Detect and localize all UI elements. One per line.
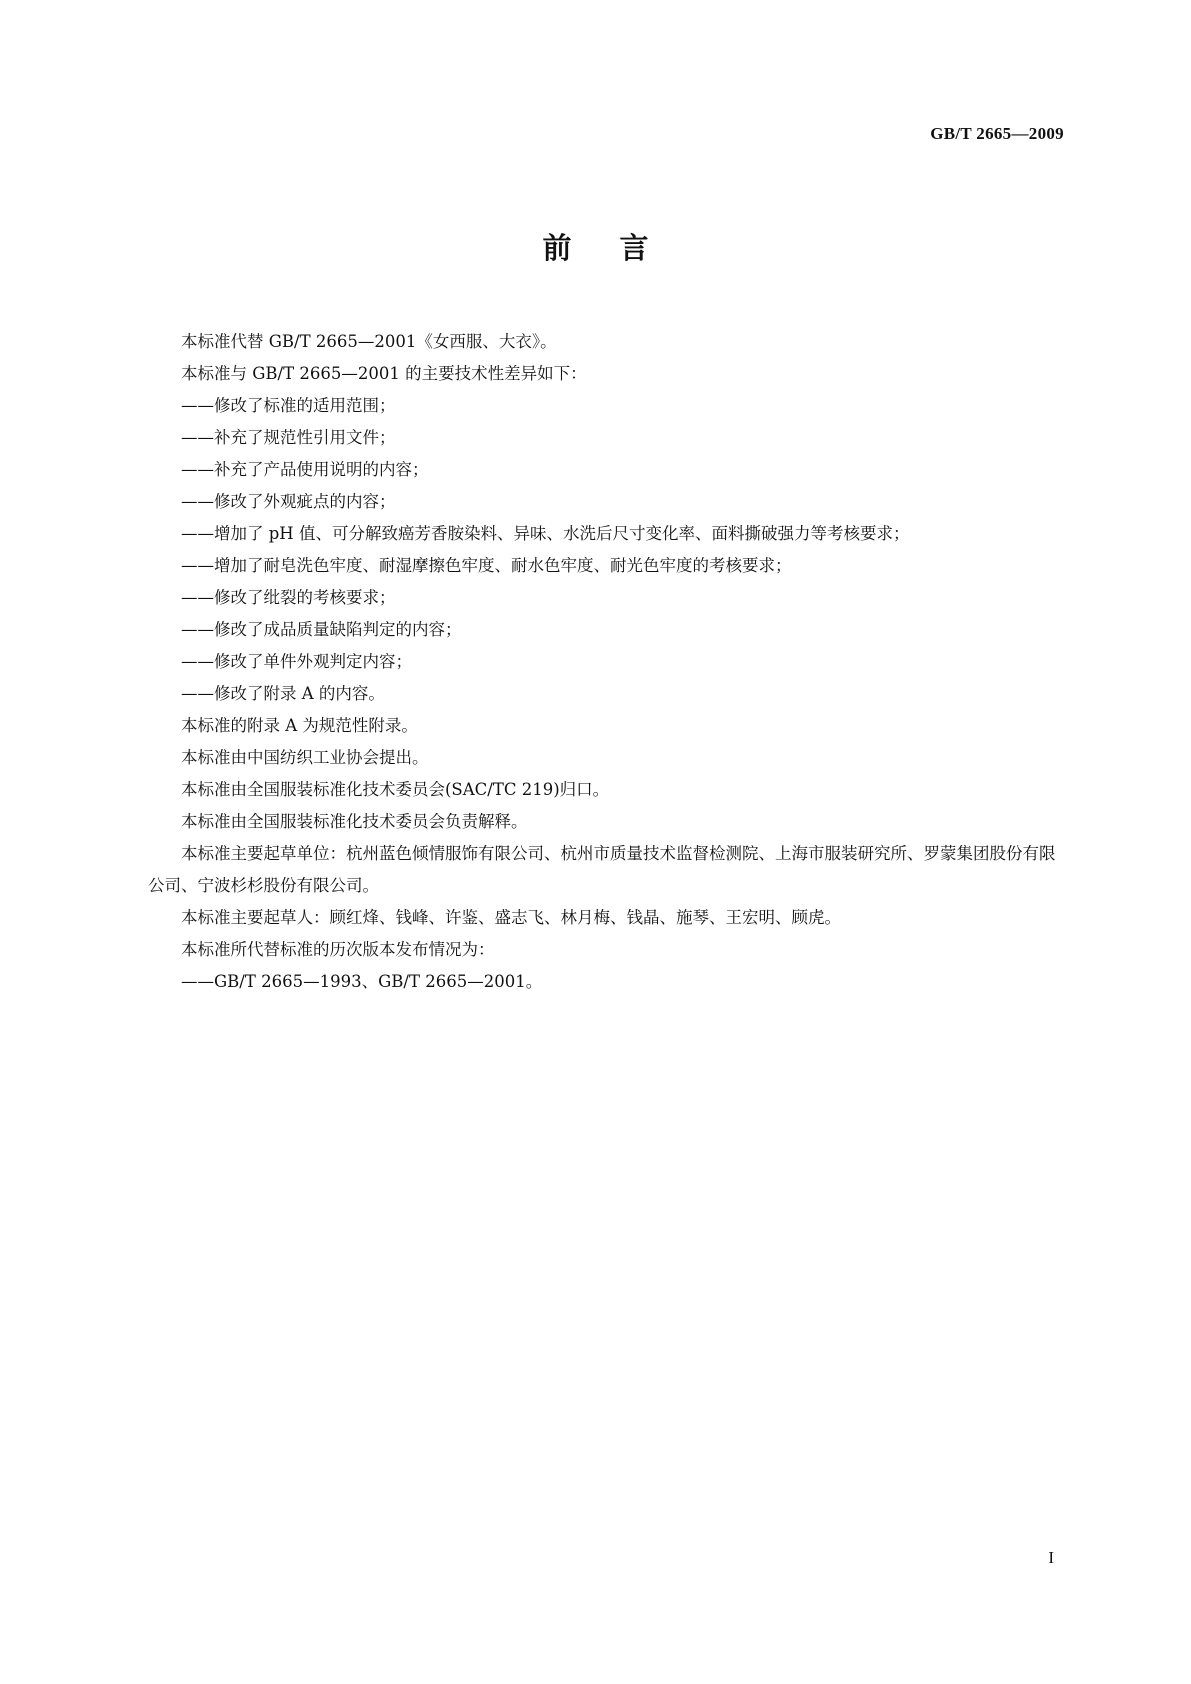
intro-paragraph: 本标准与 GB/T 2665—2001 的主要技术性差异如下： <box>181 364 587 383</box>
closing-paragraph: 本标准由中国纺织工业协会提出。 <box>181 748 429 767</box>
page-title: 前言 <box>542 231 697 265</box>
change-item: ——修改了外观疵点的内容； <box>181 492 396 511</box>
closing-paragraph: 本标准由全国服装标准化技术委员会(SAC/TC 219)归口。 <box>181 780 610 799</box>
change-item: ——修改了标准的适用范围； <box>181 396 396 415</box>
change-item: ——修改了成品质量缺陷判定的内容； <box>181 620 462 639</box>
drafters-paragraph: 本标准主要起草人：顾红烽、钱峰、许鉴、盛志飞、林月梅、钱晶、施琴、王宏明、顾虎。 <box>181 908 841 927</box>
change-item: ——增加了耐皂洗色牢度、耐湿摩擦色牢度、耐水色牢度、耐光色牢度的考核要求； <box>181 556 792 575</box>
change-item: ——补充了规范性引用文件； <box>181 428 396 447</box>
standard-code: GB/T 2665—2009 <box>930 124 1064 143</box>
page-number: I <box>1048 1548 1054 1567</box>
history-intro-paragraph: 本标准所代替标准的历次版本发布情况为： <box>181 940 495 959</box>
intro-paragraph: 本标准代替 GB/T 2665—2001《女西服、大衣》。 <box>181 332 557 351</box>
drafting-units-paragraph: 本标准主要起草单位：杭州蓝色倾情服饰有限公司、杭州市质量技术监督检测院、上海市服装研究所、罗蒙集团股份有限公司、宁波杉杉股份有限公司。 <box>148 844 1056 895</box>
change-item: ——修改了附录 A 的内容。 <box>181 684 385 703</box>
history-item: ——GB/T 2665—1993、GB/T 2665—2001。 <box>181 972 543 991</box>
change-item: ——补充了产品使用说明的内容； <box>181 460 429 479</box>
closing-paragraph: 本标准由全国服装标准化技术委员会负责解释。 <box>181 812 528 831</box>
change-item: ——修改了单件外观判定内容； <box>181 652 412 671</box>
document-body <box>148 326 1060 998</box>
change-item: ——增加了 pH 值、可分解致癌芳香胺染料、异味、水洗后尺寸变化率、面料撕破强力等考核要求； <box>181 524 910 543</box>
change-item: ——修改了纰裂的考核要求； <box>181 588 396 607</box>
closing-paragraph: 本标准的附录 A 为规范性附录。 <box>181 716 418 735</box>
